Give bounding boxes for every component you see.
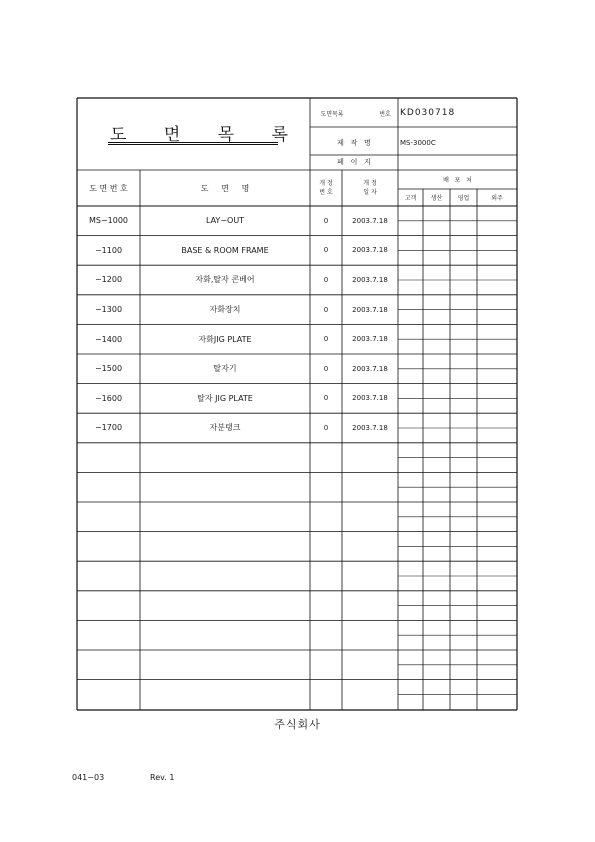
column-header-distribution: 배 포 처 [443, 177, 472, 184]
product-label: 제 작 명 [337, 139, 371, 147]
row-rev-date [342, 532, 398, 562]
row-drawing-no [77, 472, 140, 502]
column-header-drawing-name: 도 면 명 [200, 183, 250, 193]
company-name: 주식회사 [274, 718, 321, 731]
title-underline-second [108, 144, 278, 145]
row-drawing-name: BASE & ROOM FRAME [181, 245, 269, 255]
row-rev-date [342, 502, 398, 532]
row-rev-date [342, 680, 398, 710]
rev-date-line2: 일 자 [363, 189, 377, 196]
row-rev-date [342, 443, 398, 473]
row-rev-date [342, 561, 398, 591]
row-drawing-name [140, 591, 310, 621]
row-drawing-no: −1300 [94, 305, 123, 315]
row-drawing-no [77, 443, 140, 473]
row-rev-no: 0 [323, 335, 329, 344]
row-rev-date: 2003.7.18 [352, 364, 388, 373]
row-drawing-name: 자분탱크 [209, 423, 241, 433]
row-rev-date: 2003.7.18 [352, 394, 388, 403]
row-drawing-no [77, 591, 140, 621]
row-rev-no [310, 472, 342, 502]
row-drawing-no [77, 620, 140, 650]
title-underline [108, 142, 278, 143]
list-label: 도면목록 [320, 110, 344, 118]
rev-date-line1: 개 정 [363, 180, 377, 187]
row-drawing-name [140, 532, 310, 562]
distribution-customer: 고객 [404, 195, 417, 202]
rev-no-line1: 개 정 [319, 180, 333, 187]
row-drawing-name [140, 443, 310, 473]
row-drawing-no [77, 502, 140, 532]
row-drawing-no [77, 650, 140, 680]
row-drawing-name: 탈자기 [213, 364, 237, 374]
row-drawing-name [140, 561, 310, 591]
row-drawing-no: −1700 [94, 423, 123, 433]
column-header-rev-no [310, 170, 342, 206]
form-number: 041−03 [72, 773, 105, 782]
rev-no-line2: 번 호 [319, 189, 333, 196]
row-rev-no [310, 680, 342, 710]
form-revision: Rev. 1 [150, 773, 175, 782]
row-rev-date: 2003.7.18 [352, 246, 388, 255]
row-rev-date [342, 472, 398, 502]
row-rev-no: 0 [323, 364, 329, 373]
column-header-rev-date [342, 170, 398, 206]
row-rev-no [310, 502, 342, 532]
row-rev-no: 0 [323, 216, 329, 225]
distribution-production: 생산 [430, 195, 443, 202]
row-drawing-name [140, 620, 310, 650]
row-rev-no: 0 [323, 275, 329, 284]
row-rev-no [310, 561, 342, 591]
row-drawing-no: −1200 [94, 275, 123, 285]
row-drawing-name: 자화,탈자 콘베어 [195, 275, 255, 285]
row-rev-no [310, 443, 342, 473]
row-rev-date: 2003.7.18 [352, 423, 388, 432]
row-rev-no: 0 [323, 305, 329, 314]
row-drawing-name: 자화장치 [209, 305, 241, 315]
product-name: MS-3000C [400, 139, 436, 147]
row-rev-no: 0 [323, 246, 329, 255]
row-rev-no [310, 620, 342, 650]
row-drawing-name: 탈자 JIG PLATE [197, 393, 253, 403]
row-rev-no [310, 650, 342, 680]
row-drawing-name [140, 502, 310, 532]
row-drawing-name [140, 650, 310, 680]
row-rev-date [342, 650, 398, 680]
row-drawing-no [77, 532, 140, 562]
page-label: 페 이 지 [337, 158, 371, 166]
row-rev-date: 2003.7.18 [352, 335, 388, 344]
row-drawing-no [77, 561, 140, 591]
row-rev-no [310, 591, 342, 621]
column-header-drawing-no: 도 면 번 호 [89, 183, 128, 193]
row-drawing-no: MS−1000 [88, 216, 129, 226]
row-drawing-no: −1500 [94, 364, 123, 374]
page-title: 도 면 목 록 [110, 125, 304, 145]
row-rev-no: 0 [323, 394, 329, 403]
distribution-outsource: 외주 [491, 195, 503, 202]
row-rev-no [310, 532, 342, 562]
row-drawing-no: −1100 [94, 245, 123, 255]
row-rev-date [342, 620, 398, 650]
row-drawing-name: 자화JIG PLATE [198, 334, 252, 344]
row-drawing-name [140, 472, 310, 502]
row-drawing-name: LAY−OUT [205, 216, 245, 226]
row-rev-no: 0 [323, 423, 329, 432]
distribution-sales: 영업 [457, 195, 470, 202]
row-drawing-no: −1600 [94, 393, 123, 403]
row-rev-date: 2003.7.18 [352, 305, 388, 314]
row-rev-date: 2003.7.18 [352, 216, 388, 225]
row-rev-date [342, 591, 398, 621]
row-drawing-no [77, 680, 140, 710]
number-label: 번호 [379, 110, 391, 118]
row-rev-date: 2003.7.18 [352, 275, 388, 284]
page-value [398, 155, 517, 169]
row-drawing-name [140, 680, 310, 710]
row-drawing-no: −1400 [94, 334, 123, 344]
document-number: KD030718 [400, 108, 456, 118]
